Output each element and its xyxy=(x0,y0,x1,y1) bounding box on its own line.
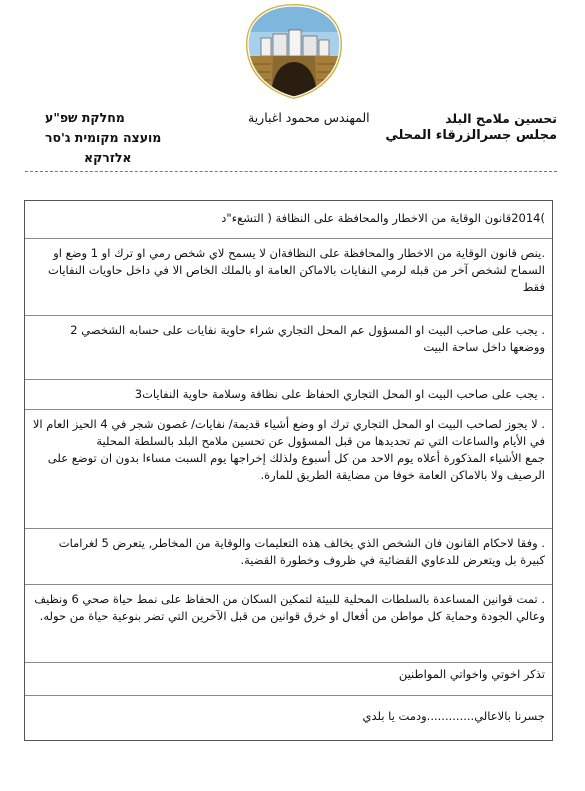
clause-4-part-a: . لا يجوز لصاحب البيت او المحل التجاري ترك او وضع أشياء قديمة/ نفايات/ غصون شجر في 4 الحيز العام الا في الأيام والساعات التي تم تحديدها من قبل المسؤول عن تحسين ملامح البلد بالسلطة المحلية xyxy=(32,417,545,448)
header-separator xyxy=(25,171,557,172)
council-name-he-line1: מועצה מקומית ג'סר xyxy=(45,130,162,145)
table-row xyxy=(25,529,552,585)
citizens-reminder: تذكر اخوتي واخواتي المواطنين xyxy=(398,667,545,681)
table-row xyxy=(25,380,552,410)
clause-1: .ينص قانون الوقاية من الاخطار والمحافظة على النظافةان لا يسمح لاي شخص رمي او ترك او 1 وضع او السماح لشخص آخر من قبله لرمي النفايات بالاماكن العامة او بالملك الخاص الا في داخل حاويات النفايات فقط xyxy=(48,246,545,294)
clause-4-part-b: جمع الأشياء المذكورة أعلاه يوم الاحد من كل أسبوع ولذلك إخراجها يوم السبت مساءا بدون ان توضع على الرصيف ولا بالاماكن العامة خوفا من مضايقة الطريق للمارة. xyxy=(47,451,545,482)
department-name-he: מחלקת שפ"ע xyxy=(45,110,125,125)
regulation-table xyxy=(24,200,553,741)
council-name-he-line2: אלזרקא xyxy=(84,150,132,165)
clause-6: . تمت قوانين المساعدة بالسلطات المحلية للبيئة لتمكين السكان من الحفاظ على نمط حياة صحي 6 ونظيف وعالي الجودة وحماية كل مواطن من أفعال او خرق قوانين من قبل الآخرين التي تضر بنوعية حياة من حوله. xyxy=(34,592,545,623)
council-logo xyxy=(243,2,345,100)
document-title: )2014قانون الوقاية من الاخطار والمحافظة على النظافة ( التشعء"د xyxy=(221,211,545,225)
engineer-name: المهندس محمود اغبارية xyxy=(248,110,370,125)
council-name-ar: مجلس جسرالزرقاء المحلي xyxy=(385,128,557,143)
council-emblem-icon xyxy=(243,2,345,100)
table-row xyxy=(25,239,552,316)
closing-line: جسرنا بالاعالي.............ودمت يا بلدي xyxy=(362,709,545,723)
department-name-ar: تحسين ملامح البلد xyxy=(445,111,557,126)
clause-2: . يجب على صاحب البيت او المسؤول عم المحل التجاري شراء حاوية نفايات على حسابه الشخصي 2 ووضعها داخل ساحة البيت xyxy=(70,323,545,354)
clause-3: . يجب على صاحب البيت او المحل التجاري الحفاظ على نظافة وسلامة حاوية النفايات3 xyxy=(134,387,545,401)
table-row xyxy=(25,410,552,529)
clause-5: . وفقا لاحكام القانون فان الشخص الذي يخالف هذه التعليمات والوقاية من المخاطر, يتعرض 5 لغرامات كبيرة بل ويتعرض للدعاوي القضائية في ظروف وخطورة القضية. xyxy=(58,536,545,567)
table-row xyxy=(25,696,552,741)
table-row xyxy=(25,316,552,380)
table-row xyxy=(25,585,552,663)
table-row xyxy=(25,201,552,239)
table-row xyxy=(25,663,552,696)
